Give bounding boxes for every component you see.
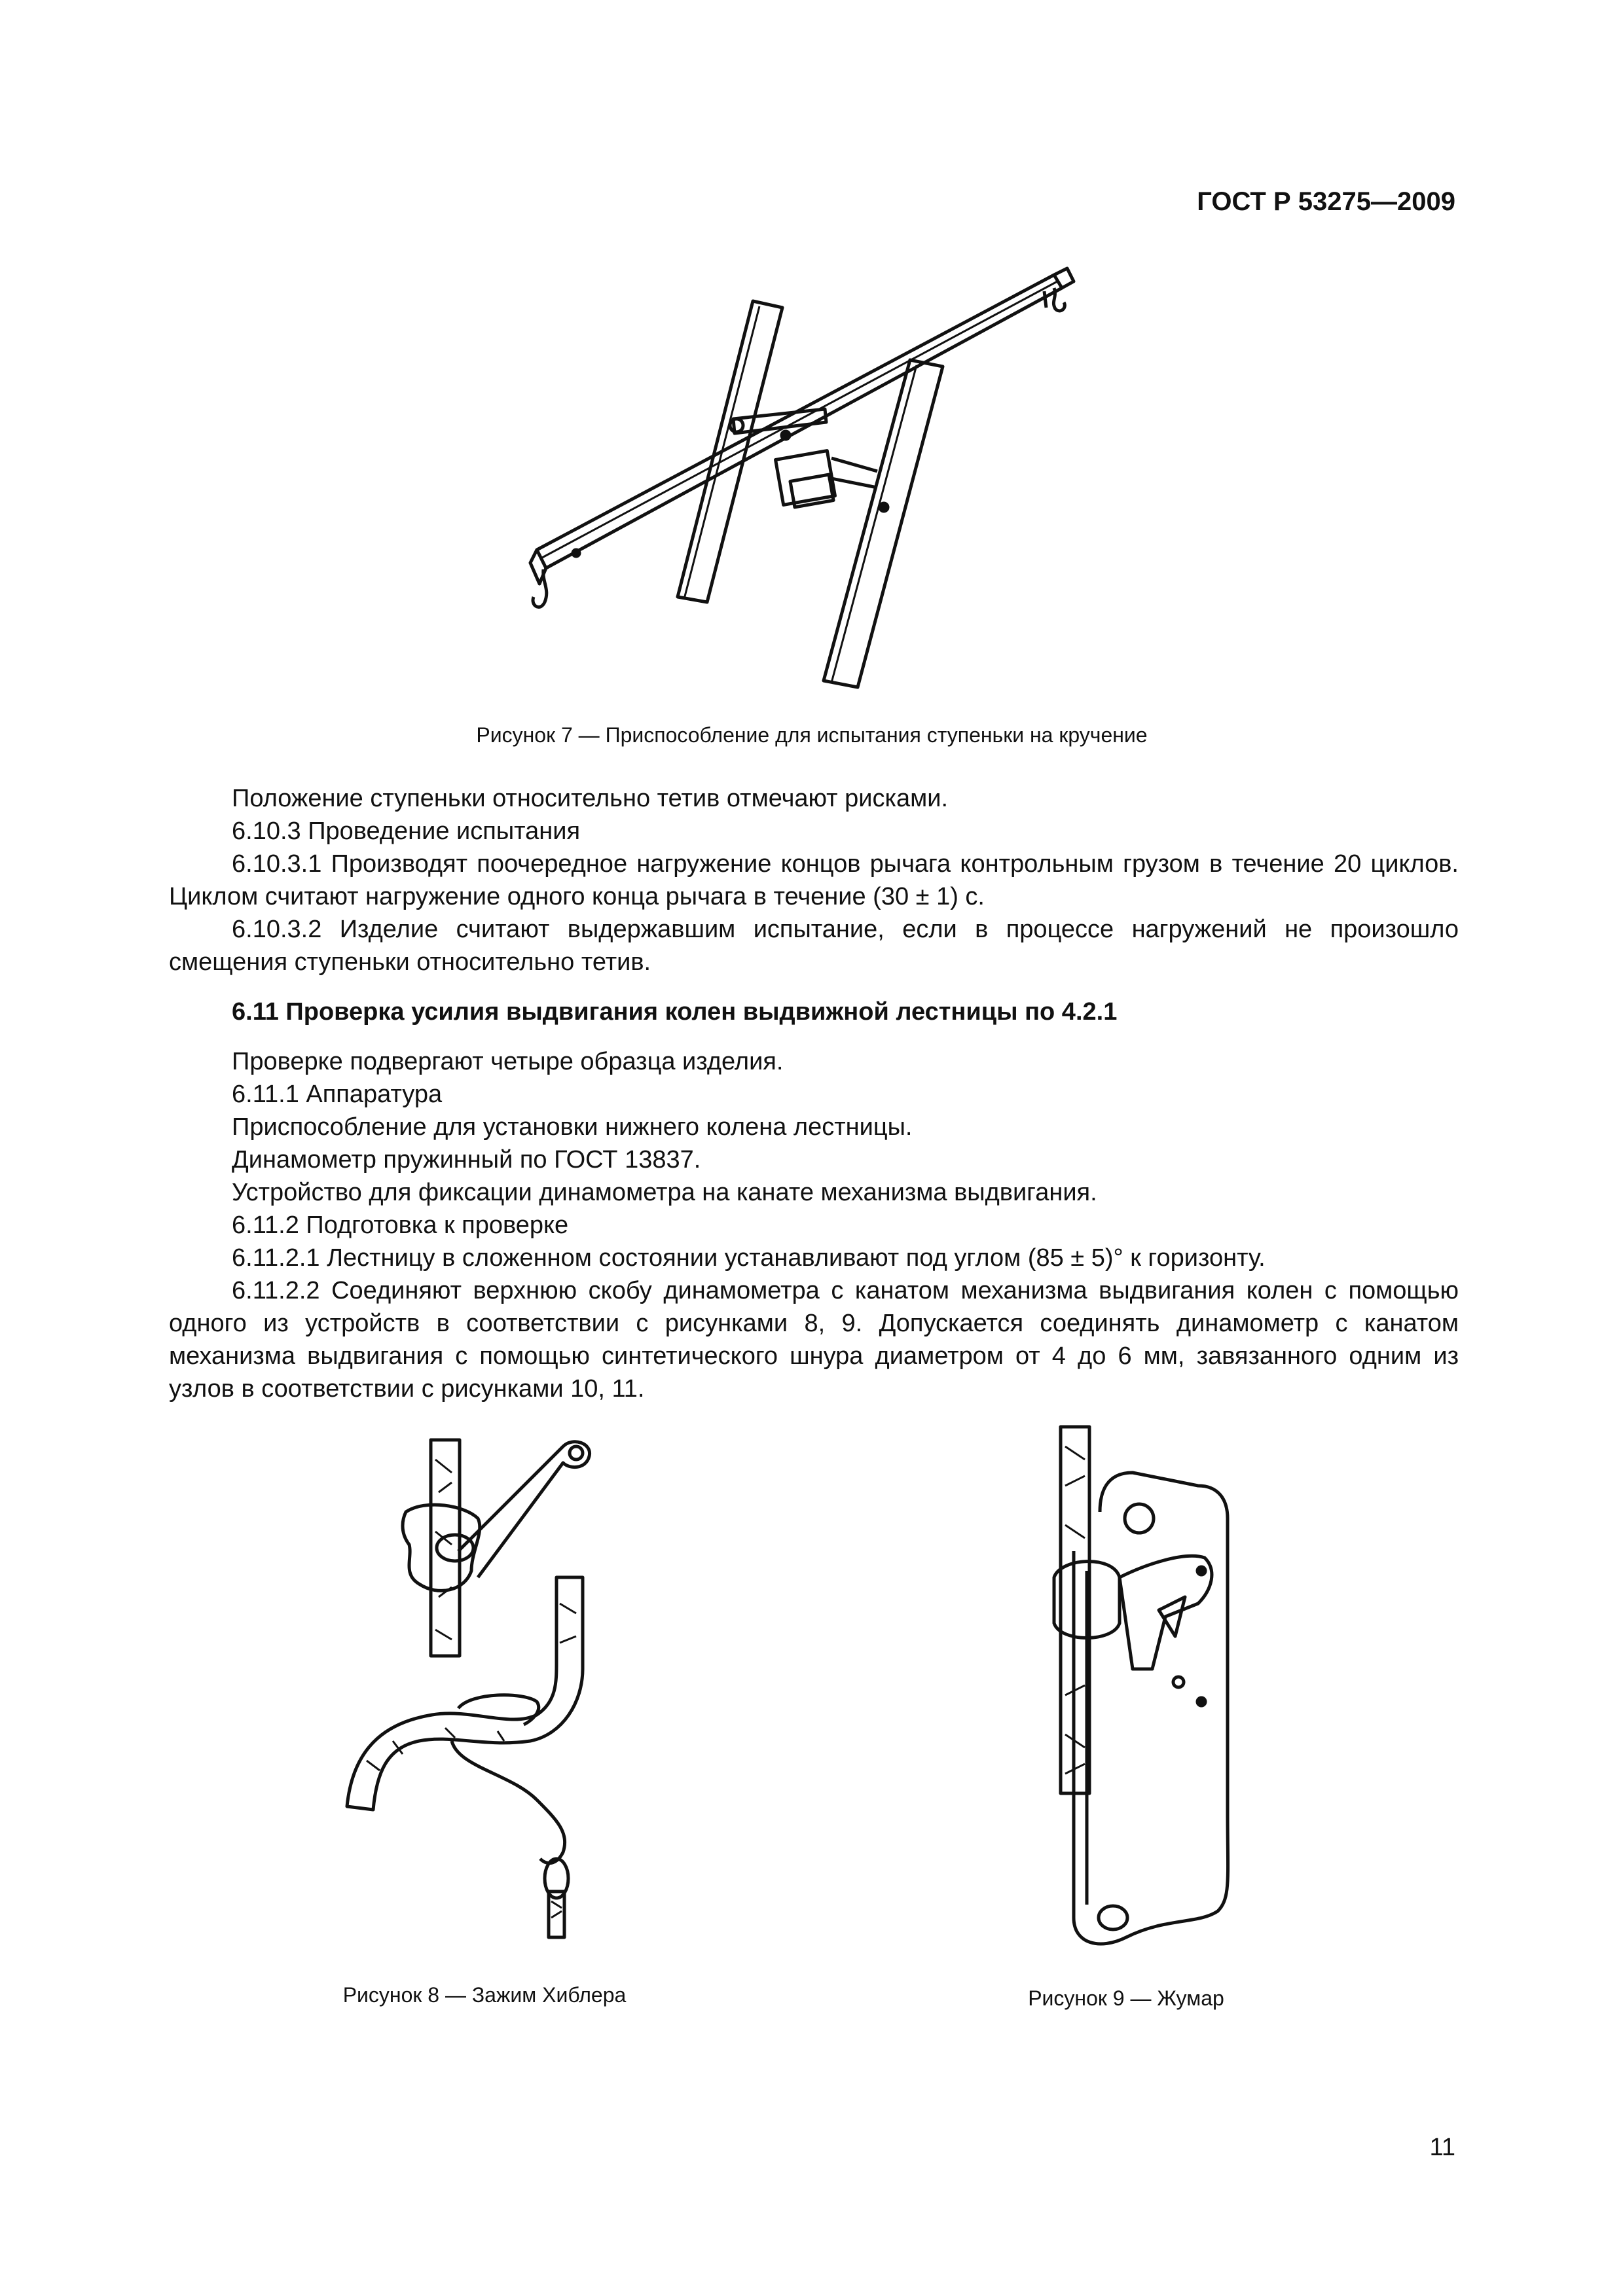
- page-number: 11: [1429, 2134, 1455, 2161]
- body-text: [169, 782, 1459, 1405]
- paragraph: 6.11.2.1 Лестницу в сложенном состоянии устанавливают под углом (85 ± 5)° к горизонту.: [232, 1244, 1266, 1272]
- paragraph: Проверке подвергают четыре образца изделия.: [232, 1048, 784, 1075]
- paragraph: 6.10.3.1 Производят поочередное нагружение концов рычага контрольным грузом в течение 20 циклов. Циклом считают нагружение одного конца рычага в течение (30 ± 1) с.: [169, 850, 1459, 910]
- paragraph: Динамометр пружинный по ГОСТ 13837.: [232, 1146, 701, 1174]
- figure-7-caption: Рисунок 7 — Приспособление для испытания ступеньки на кручение: [476, 723, 1148, 747]
- figure-9-caption: Рисунок 9 — Жумар: [1028, 1986, 1224, 2010]
- paragraph: 6.10.3 Проведение испытания: [232, 817, 581, 845]
- document-header: ГОСТ Р 53275—2009: [1197, 187, 1455, 216]
- figure-7-fixture-drawing: [511, 262, 1165, 694]
- left-stile: [678, 301, 782, 602]
- figure-9-jumar-drawing: [1034, 1420, 1270, 1957]
- lever-beam: [537, 275, 1062, 568]
- paragraph: 6.10.3.2 Изделие считают выдержавшим испытание, если в процессе нагружений не произошло смещения ступеньки относительно тетив.: [169, 916, 1459, 976]
- paragraph: 6.11.2 Подготовка к проверке: [232, 1211, 569, 1239]
- paragraph: Положение ступеньки относительно тетив отмечают рисками.: [232, 785, 949, 812]
- jumar-frame: [1074, 1473, 1228, 1944]
- figure-8-caption: Рисунок 8 — Зажим Хиблера: [342, 1983, 627, 2007]
- paragraph: Устройство для фиксации динамометра на канате механизма выдвигания.: [232, 1179, 1097, 1206]
- paragraph: 6.11.2.2 Соединяют верхнюю скобу динамометра с канатом механизма выдвигания колен с помощью одного из устройств в соответствии с рисунками 8, 9. Допускается соединять динамометр с канатом механизма выдвигания с помощью синтетического шнура диаметром от 4 до 6 мм, завязанного одним из узлов в соответствии с рисунками 10, 11.: [169, 1277, 1459, 1403]
- rope-lower: [347, 1577, 583, 1810]
- paragraph: 6.11.1 Аппаратура: [232, 1081, 443, 1108]
- figure-8-hiebler-clamp-drawing: [340, 1433, 681, 1944]
- section-heading: 6.11 Проверка усилия выдвигания колен выдвижной лестницы по 4.2.1: [232, 998, 1118, 1026]
- paragraph: Приспособление для установки нижнего колена лестницы.: [232, 1113, 913, 1141]
